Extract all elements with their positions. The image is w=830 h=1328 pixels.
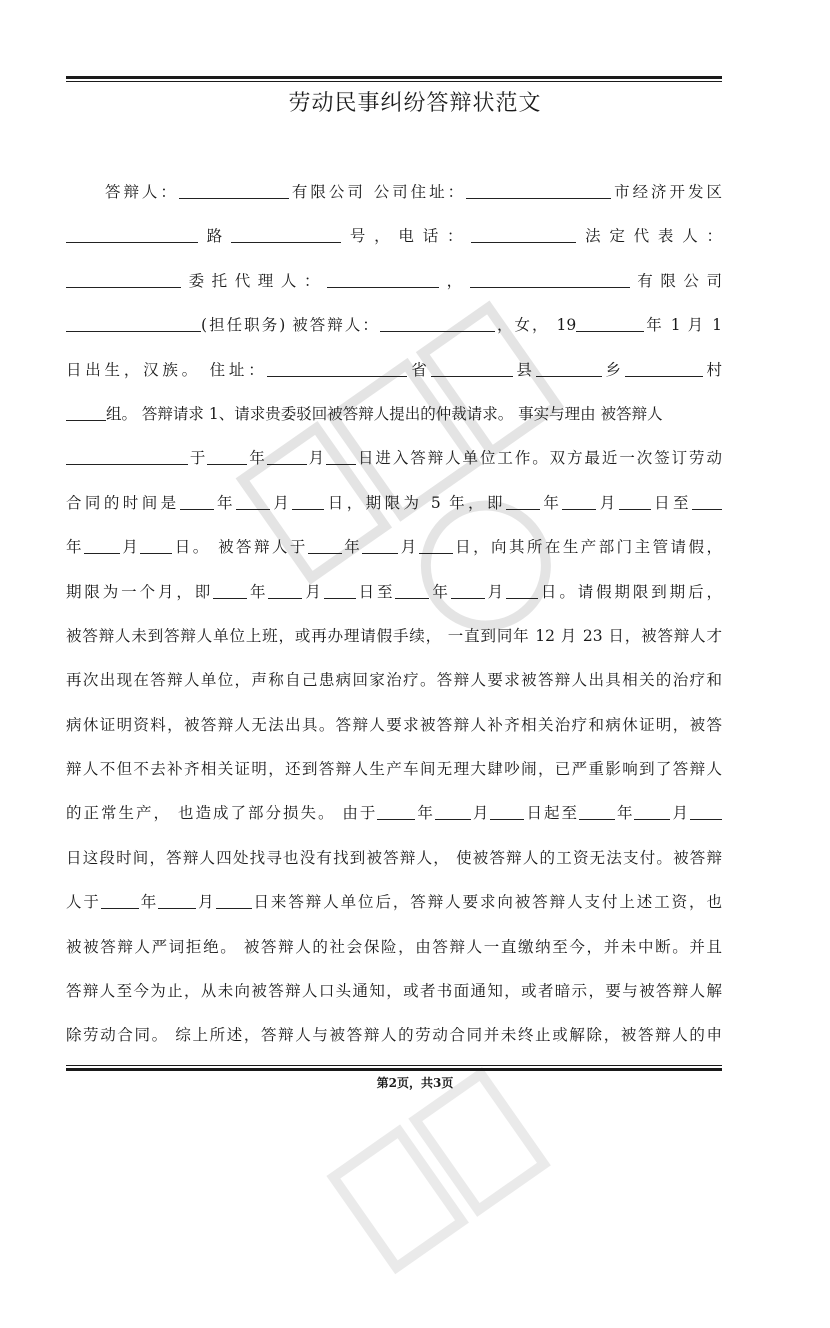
blank-field[interactable] [470,269,630,288]
footer-rule-thick [66,1068,722,1071]
blank-field[interactable] [536,358,602,377]
body-line: 于 年 月 日进入答辩人单位工作。双方最近一次签订劳动 [66,436,722,480]
blank-field[interactable] [431,358,513,377]
blank-field[interactable] [66,402,106,421]
body-line: (担任职务) 被答辩人： ，女， 19 年 1 月 1 [66,303,722,347]
blank-field[interactable] [308,535,342,554]
blank-field[interactable] [207,446,247,465]
document-title: 劳动民事纠纷答辩状范文 [288,91,542,116]
blank-field[interactable] [216,890,252,909]
blank-field[interactable] [451,580,485,599]
blank-field[interactable] [562,491,596,510]
blank-field[interactable] [292,491,324,510]
blank-field[interactable] [471,224,576,243]
blank-field[interactable] [490,801,524,820]
body-line: 的正常生产， 也造成了部分损失。 由于 年 月 日起至 年 月 [66,791,722,835]
blank-field[interactable] [506,580,538,599]
blank-field[interactable] [619,491,651,510]
footer-rule-thin [66,1065,722,1066]
blank-field[interactable] [267,446,307,465]
blank-field[interactable] [180,491,214,510]
blank-field[interactable] [579,801,615,820]
blank-field[interactable] [419,535,453,554]
blank-field[interactable] [326,446,356,465]
blank-field[interactable] [327,269,439,288]
blank-field[interactable] [66,313,201,332]
blank-field[interactable] [625,358,703,377]
blank-field[interactable] [466,180,611,199]
blank-field[interactable] [324,580,356,599]
header-rule-thick [66,76,722,79]
blank-field[interactable] [179,180,289,199]
body-line: 除劳动合同。 综上所述，答辩人与被答辩人的劳动合同并未终止或解除，被答辩人的申 [66,1026,722,1045]
document-body [66,170,722,1058]
page-number: 第2页，共3页 [376,1076,454,1090]
blank-field[interactable] [66,446,188,465]
body-line: 答辩人： 有限公司 公司住址： 市经济开发区 [66,170,722,214]
blank-field[interactable] [213,580,247,599]
body-line: 期限为一个月，即 年 月 日至 年 月 日。请假期限到期后， [66,570,722,614]
body-line: 答辩人至今为止，从未向被答辩人口头通知，或者书面通知，或者暗示，要与被答辩人解 [66,982,722,1001]
blank-field[interactable] [395,580,429,599]
body-line: 病休证明资料，被答辩人无法出具。答辩人要求被答辩人补齐相关治疗和病休证明，被答 [66,715,722,734]
blank-field[interactable] [380,313,495,332]
body-line: 日出生，汉族。 住址： 省 县 乡 村 [66,348,722,392]
blank-field[interactable] [506,491,540,510]
blank-field[interactable] [140,535,172,554]
body-line: 合同的时间是 年 月 日，期限为 5 年，即 年 月 日至 [66,481,722,525]
blank-field[interactable] [267,358,407,377]
body-line: 辩人不但不去补齐相关证明，还到答辩人生产车间无理大肆吵闹，已严重影响到了答辩人 [66,760,722,779]
header-rule-thin [66,81,722,82]
blank-field[interactable] [236,491,270,510]
body-line: 日这段时间，答辩人四处找寻也没有找到被答辩人， 使被答辩人的工资无法支付。被答辩 [66,848,722,867]
body-line: 路 号，电话： 法定代表人： [66,214,722,258]
blank-field[interactable] [66,269,181,288]
body-line: 组。 答辩请求 1、请求贵委驳回被答辩人提出的仲裁请求。 事实与理由 被答辩人 [66,392,722,436]
blank-field[interactable] [576,313,644,332]
blank-field[interactable] [692,491,722,510]
body-line: 人于 年 月 日来答辩人单位后，答辩人要求向被答辩人支付上述工资，也 [66,880,722,924]
body-line: 再次出现在答辩人单位，声称自己患病回家治疗。答辩人要求被答辩人出具相关的治疗和 [66,671,722,690]
body-line: 被答辩人未到答辩人单位上班，或再办理请假手续， 一直到同年 12 月 23 日，被答辩人才 [66,626,722,645]
body-line: 委托代理人： ， 有限公司 [66,259,722,303]
blank-field[interactable] [158,890,196,909]
blank-field[interactable] [268,580,302,599]
body-line: 年 月 日。 被答辩人于 年 月 日，向其所在生产部门主管请假， [66,525,722,569]
blank-field[interactable] [377,801,415,820]
blank-field[interactable] [231,224,341,243]
blank-field[interactable] [84,535,120,554]
blank-field[interactable] [362,535,398,554]
blank-field[interactable] [634,801,670,820]
blank-field[interactable] [66,224,198,243]
blank-field[interactable] [101,890,139,909]
blank-field[interactable] [435,801,471,820]
body-line: 被被答辩人严词拒绝。 被答辩人的社会保险，由答辩人一直缴纳至今，并未中断。并且 [66,937,722,956]
blank-field[interactable] [690,801,722,820]
